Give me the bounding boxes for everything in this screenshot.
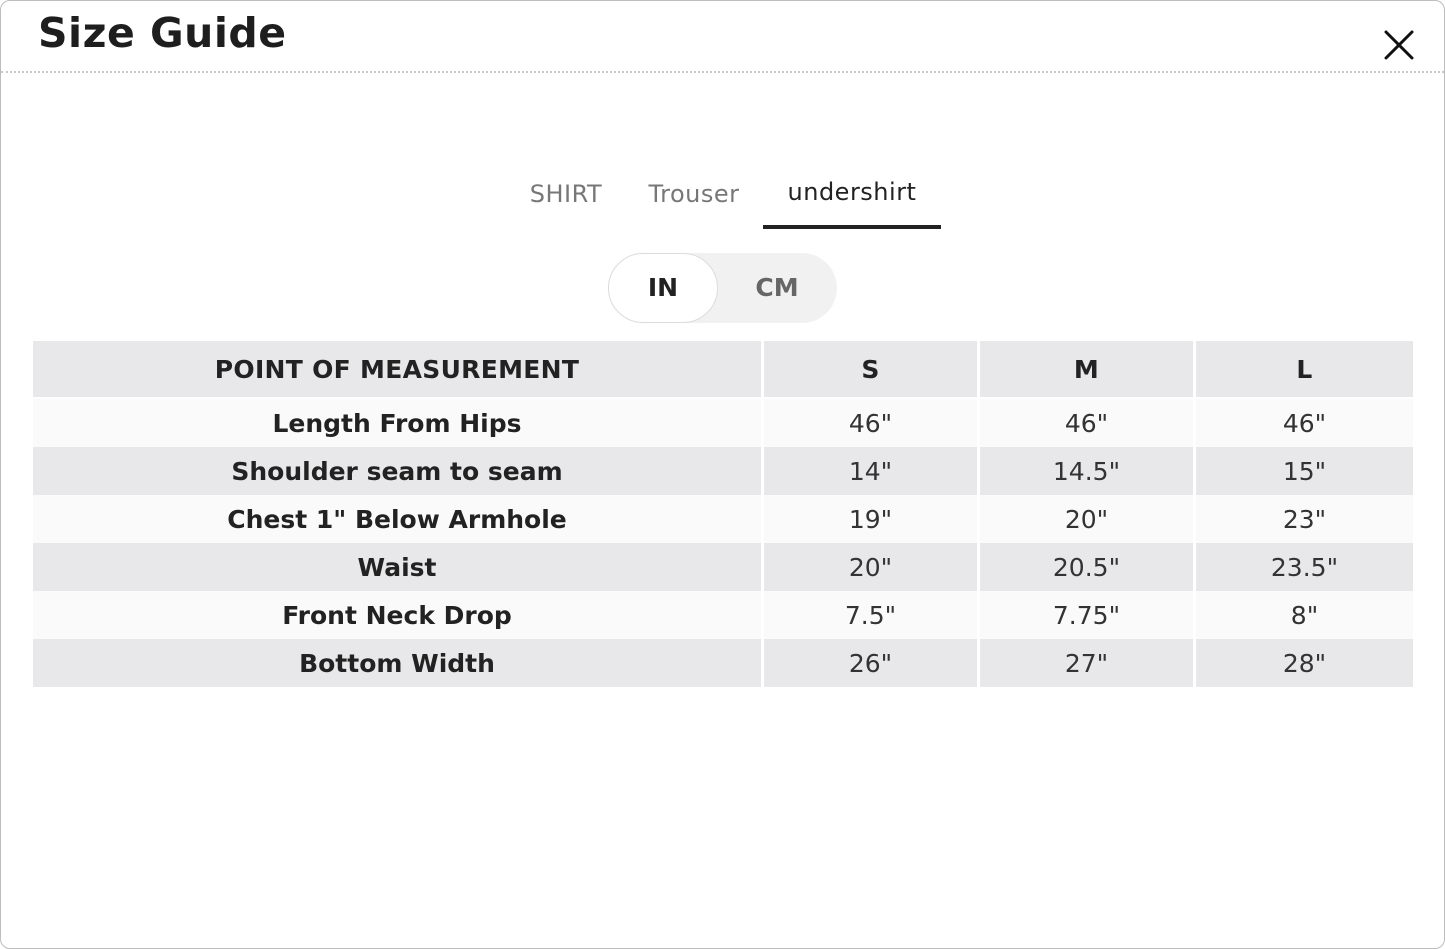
close-icon bbox=[1381, 27, 1417, 63]
value-s: 26" bbox=[764, 639, 980, 687]
value-l: 28" bbox=[1196, 639, 1413, 687]
value-l: 23" bbox=[1196, 495, 1413, 543]
measurement-point: Shoulder seam to seam bbox=[33, 447, 764, 495]
value-m: 7.75" bbox=[980, 591, 1196, 639]
measurement-point: Front Neck Drop bbox=[33, 591, 764, 639]
header-size-m: M bbox=[980, 341, 1196, 399]
measurement-point: Length From Hips bbox=[33, 399, 764, 447]
header-size-s: S bbox=[764, 341, 980, 399]
tab-trouser[interactable]: Trouser bbox=[648, 180, 740, 208]
table-row bbox=[33, 591, 1413, 639]
value-m: 20.5" bbox=[980, 543, 1196, 591]
table-header-row bbox=[33, 341, 1413, 399]
garment-tabs bbox=[501, 169, 961, 231]
modal-title: Size Guide bbox=[38, 9, 287, 57]
value-s: 20" bbox=[764, 543, 980, 591]
table-row bbox=[33, 495, 1413, 543]
header-size-l: L bbox=[1196, 341, 1413, 399]
value-s: 19" bbox=[764, 495, 980, 543]
unit-toggle bbox=[608, 253, 837, 323]
modal-header bbox=[1, 1, 1444, 73]
table-row bbox=[33, 399, 1413, 447]
table-row bbox=[33, 543, 1413, 591]
value-m: 20" bbox=[980, 495, 1196, 543]
value-l: 15" bbox=[1196, 447, 1413, 495]
measurement-point: Bottom Width bbox=[33, 639, 764, 687]
value-s: 14" bbox=[764, 447, 980, 495]
unit-cm-button[interactable]: CM bbox=[755, 273, 799, 302]
tab-undershirt[interactable]: undershirt bbox=[763, 167, 941, 229]
tab-shirt[interactable]: SHIRT bbox=[529, 180, 603, 208]
size-table bbox=[33, 341, 1413, 687]
value-m: 27" bbox=[980, 639, 1196, 687]
value-l: 46" bbox=[1196, 399, 1413, 447]
value-l: 23.5" bbox=[1196, 543, 1413, 591]
value-s: 46" bbox=[764, 399, 980, 447]
table-row bbox=[33, 447, 1413, 495]
header-point-of-measurement: POINT OF MEASUREMENT bbox=[33, 341, 764, 399]
value-m: 46" bbox=[980, 399, 1196, 447]
unit-in-button[interactable]: IN bbox=[608, 253, 718, 323]
value-m: 14.5" bbox=[980, 447, 1196, 495]
measurement-point: Chest 1" Below Armhole bbox=[33, 495, 764, 543]
table-row bbox=[33, 639, 1413, 687]
value-s: 7.5" bbox=[764, 591, 980, 639]
value-l: 8" bbox=[1196, 591, 1413, 639]
measurement-point: Waist bbox=[33, 543, 764, 591]
close-button[interactable] bbox=[1381, 27, 1417, 63]
